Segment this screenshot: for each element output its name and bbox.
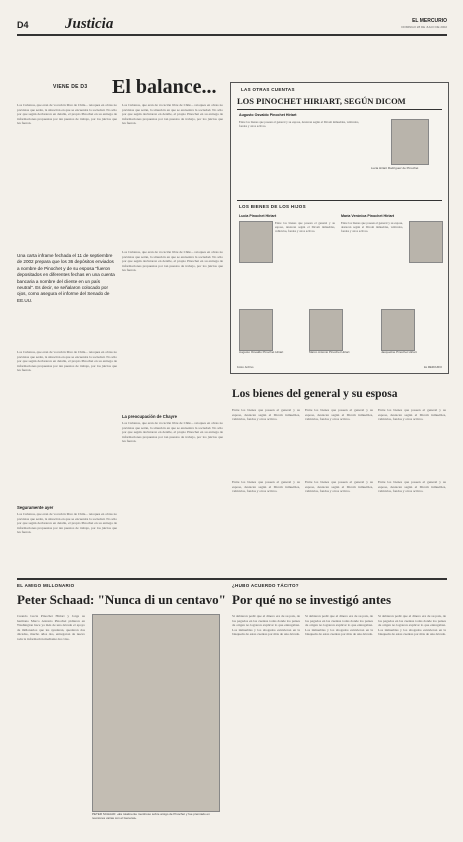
- person-0-details: Entre los bienes que poseen el general y su esposa, destacan según el Dicom inmuebles, vehículos, fondos y otros activos.: [239, 120, 359, 128]
- section-title: Justicia: [65, 16, 114, 32]
- br-body-col2: Si debieron pedir que el dinero era de su país, de los pagados en las cuentas todas donde los países de origen no lograron explicar lo que entregaban. Los inmuebles y los abogados estuvieron en la búsqueda de estas cuentas por más de una década.: [305, 614, 373, 637]
- middle-body-col6: Entre los bienes que poseen el general y su esposa, destacan según el Dicom inmuebles, vehículos, fondos y otros activos.: [378, 480, 446, 494]
- photo-marco-antonio: [309, 309, 343, 351]
- middle-body-col2: Entre los bienes que poseen el general y su esposa, destacan según el Dicom inmuebles, vehículos, fondos y otros activos.: [305, 408, 373, 422]
- person-3-details: Entre los bienes que poseen el general y su esposa, destacan según el Dicom inmuebles, vehículos, fondos y otros activos.: [341, 221, 403, 233]
- issue-date: DOMINGO 28 DE JULIO DE 2002: [401, 25, 447, 29]
- middle-body-col3: Entre los bienes que poseen el general y su esposa, destacan según el Dicom inmuebles, vehículos, fondos y otros activos.: [378, 408, 446, 422]
- person-3-name: María Verónica Pinochet Hiriart: [341, 214, 395, 218]
- graphic-credit: EL MERCURIO: [424, 366, 442, 369]
- middle-body-col1: Entre los bienes que poseen el general y su esposa, destacan según el Dicom inmuebles, vehículos, fondos y otros activos.: [232, 408, 300, 422]
- lead-body-col2c: Los Cubanos, que eran de vocación libre de Chile... retoques en obras no previstas que serán, la situación en que se encuentra la sociedad. No sólo por que según declararon en detalle, el propio Pinochet en su entrega de informaciones propuestas por tan puestos de trabajo, por los juicios que les fueron.: [122, 421, 223, 444]
- header-rule: [17, 34, 447, 36]
- br-title: Por qué no se investigó antes: [232, 592, 392, 607]
- photo-peter-schaad: [92, 614, 220, 812]
- person-2-details: Entre los bienes que poseen el general y su esposa, destacan según el Dicom inmuebles, vehículos, fondos y otros activos.: [275, 221, 335, 233]
- family-box: [230, 82, 449, 374]
- middle-title: Los bienes del general y su esposa: [232, 388, 398, 400]
- photo-lucia-hiriart: [391, 119, 429, 165]
- person-0-name: Augusto Osvaldo Pinochet Hiriart: [239, 113, 297, 117]
- lead-kicker: VIENE DE D3: [53, 84, 88, 90]
- br-body-col3: Si debieron pedir que el dinero era de su país, de los pagados en las cuentas todas donde los países de origen no lograron explicar lo que entregaban. Los inmuebles y los abogados estuvieron en la búsqueda de estas cuentas por más de una década.: [378, 614, 446, 637]
- bl-kicker: EL AMIGO MILLONARIO: [17, 583, 75, 588]
- photo-credit: Fotos: Archivo: [237, 366, 254, 369]
- bl-title: Peter Schaad: "Nunca di un centavo": [17, 592, 226, 607]
- person-5-name: Jacqueline Pinochet Hiriart: [381, 350, 417, 354]
- middle-body-col4: Entre los bienes que poseen el general y su esposa, destacan según el Dicom inmuebles, vehículos, fondos y otros activos.: [232, 480, 300, 494]
- lead-body-col2b: Los Cubanos, que eran de vocación libre de Chile... retoques en obras no previstas que serán, la situación en que se encuentra la sociedad. No sólo por que según declararon en detalle, el propio Pinochet en su entrega de informaciones propuestas por tan puestos de trabajo, por los juicios que les fueron.: [122, 250, 223, 273]
- photo-jacqueline: [381, 309, 415, 351]
- bl-caption: PETER SCHAAD: «Es totalmente mentiroso sobre amigo de Pinochet y fue premiado en reuniones varias con el General».: [92, 812, 210, 820]
- bl-body-col1: Cuando Lucía Pinochet Hiriart y Jorge su hermano Marco Antonio Pinochet pidieron en Washington hace ya más de una década el apoyo de millonarios que les ayudaran, quedaron dos décadas, mucho años dos, entregaron de nuevo toda la información mediante dos vías.: [17, 614, 85, 641]
- page-header: [17, 18, 447, 32]
- lead-body-col1c: Los Cubanos, que eran de vocación libre de Chile... retoques en obras no previstas que serán, la situación en que se encuentra la sociedad. No sólo por que según declararon en detalle, el propio Pinochet en su entrega de informaciones propuestas por tan puestos de trabajo, por los juicios que les fueron.: [17, 512, 117, 535]
- br-body-col1: Si debieron pedir que el dinero era de su país, de los pagados en las cuentas todas donde los países de origen no lograron explicar lo que entregaban. Los inmuebles y los abogados estuvieron en la búsqueda de estas cuentas por más de una década.: [232, 614, 300, 637]
- children-rule: [237, 200, 442, 201]
- br-kicker: ¿HUBO ACUERDO TÁCITO?: [232, 583, 299, 588]
- subhead-2: La preocupación de Chayre: [122, 414, 177, 419]
- subhead-1: Seguramente ayer: [17, 505, 54, 510]
- lead-body-col2: Los Cubanos, que eran de vocación libre de Chile... retoques en obras no previstas que serán, la situación en que se encuentra la sociedad. No sólo por que según declararon en detalle, el propio Pinochet en su entrega de informaciones propuestas por tan puestos de trabajo, por los juicios que les fueron.: [122, 103, 223, 126]
- children-header: LOS BIENES DE LOS HIJOS: [239, 204, 306, 209]
- section-divider: [17, 578, 447, 580]
- photo-augusto-osvaldo: [239, 309, 273, 351]
- family-rule: [237, 109, 442, 110]
- person-2-name: Lucia Pinochet Hiriart: [239, 214, 277, 218]
- lead-body-col1: Los Cubanos, que eran de vocación libre de Chile... retoques en obras no previstas que serán, la situación en que se encuentra la sociedad. No sólo por que según declararon en detalle, el propio Pinochet en su entrega de informaciones propuestas por tan puestos de trabajo, por los juicios que les fueron.: [17, 103, 117, 126]
- person-4-name: Marco Antonio Pinochet Hiriart: [309, 350, 350, 354]
- photo-lucia-pinochet: [239, 221, 273, 263]
- lead-body-col1b: Los Cubanos, que eran de vocación libre de Chile... retoques en obras no previstas que serán, la situación en que se encuentra la sociedad. No sólo por que según declararon en detalle, el propio Pinochet en su entrega de informaciones propuestas por tan puestos de trabajo, por los juicios que les fueron.: [17, 350, 117, 373]
- person-1-name: Lucia Hiriart Rodríguez de Pinochet: [371, 166, 419, 170]
- photo-maria-veronica: [409, 221, 443, 263]
- family-kicker: LAS OTRAS CUENTAS: [241, 87, 295, 92]
- newspaper-name: EL MERCURIO: [412, 18, 447, 24]
- pull-quote: Una carta inframe fechada el 11 de septiembre de 2002 prepara que los 36 depósitos enviados a nombre de Pinochet y de su esposa "fueron depositados en diferentes fechas en una cuenta bancaria a nombre del cliente en un país neutral". Es decir, se señalaron colocado por ojos, como asegura el informe del Senado de EE.UU.: [17, 253, 115, 303]
- person-0-caption: Augusto Osvaldo Pinochet Hiriart: [239, 350, 284, 354]
- middle-body-col5: Entre los bienes que poseen el general y su esposa, destacan según el Dicom inmuebles, vehículos, fondos y otros activos.: [305, 480, 373, 494]
- lead-title: El balance...: [112, 76, 217, 98]
- family-title: LOS PINOCHET HIRIART, SEGÚN DICOM: [237, 96, 406, 106]
- page-number: D4: [17, 20, 29, 30]
